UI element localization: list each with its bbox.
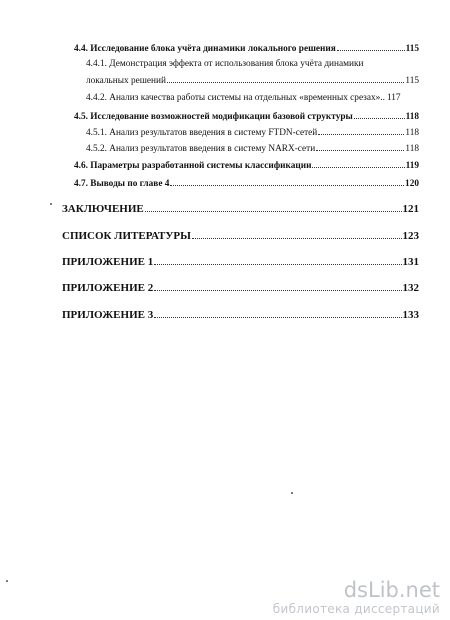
toc-entry-label: ПРИЛОЖЕНИЕ 1 — [62, 256, 154, 268]
scan-speck — [291, 492, 293, 494]
toc-entry-4-5-2 — [86, 142, 419, 155]
scan-speck — [50, 203, 52, 205]
toc-entry-4-4-1 — [86, 74, 419, 87]
toc-entry-label: ПРИЛОЖЕНИЕ 3 — [62, 309, 154, 321]
watermark-subtitle: библиотека диссертаций — [272, 602, 440, 616]
toc-entry-label: 4.6. Параметры разработанной системы классификации — [74, 161, 312, 171]
toc-entry-appendix-3 — [62, 309, 419, 321]
toc-page-number: 119 — [405, 161, 419, 171]
toc-entry-label: 4.4.2. Анализ качества работы системы на отдельных «временных срезах».. — [86, 93, 385, 103]
dot-leader — [154, 256, 401, 265]
toc-page-number: 120 — [405, 179, 419, 189]
toc-page-number: 117 — [386, 93, 401, 103]
dot-leader — [192, 230, 402, 239]
scan-speck — [6, 580, 8, 582]
watermark-brand: dsLib.net — [343, 578, 440, 602]
toc-entry-label: 4.5. Исследование возможностей модификации базовой структуры — [74, 112, 353, 122]
watermark — [273, 578, 440, 616]
toc-page-number: 131 — [402, 256, 419, 268]
toc-entry-4-4 — [74, 42, 419, 55]
toc-entry-label: 4.7. Выводы по главе 4 — [74, 179, 170, 189]
toc-page-number: 123 — [402, 230, 419, 242]
toc-entry-label: ЗАКЛЮЧЕНИЕ — [62, 203, 144, 215]
dot-leader — [337, 42, 405, 51]
toc-entry-label: СПИСОК ЛИТЕРАТУРЫ — [62, 230, 191, 242]
toc-entry-4-7 — [74, 177, 419, 190]
toc-entry-label: 4.4. Исследование блока учёта динамики локального решения — [74, 44, 336, 54]
dot-leader — [318, 126, 404, 135]
dot-leader — [170, 177, 404, 186]
toc-entry-label-continued: локальных решений — [86, 76, 166, 86]
toc-entry-appendix-2 — [62, 282, 419, 294]
dot-leader — [145, 203, 402, 212]
toc-page-number: 133 — [402, 309, 419, 321]
toc-page-number: 132 — [402, 282, 419, 294]
dot-leader — [154, 309, 401, 318]
toc-entry-label: 4.5.2. Анализ результатов введения в систему NARX-сети — [86, 144, 316, 154]
toc-page-number: 115 — [405, 44, 419, 54]
toc-page-number: 118 — [405, 112, 419, 122]
toc-entry-appendix-1 — [62, 256, 419, 268]
toc-entry-4-4-1-line1 — [86, 58, 364, 70]
dot-leader — [154, 282, 401, 291]
toc-entry-4-5 — [74, 110, 419, 123]
toc-entry-4-6 — [74, 159, 419, 172]
toc-entry-references — [62, 230, 419, 242]
dot-leader — [316, 142, 404, 151]
toc-entry-label: 4.5.1. Анализ результатов введения в систему FTDN-сетей — [86, 128, 318, 138]
toc-entry-conclusion — [62, 203, 419, 215]
dot-leader — [167, 74, 404, 83]
toc-page-number: 118 — [405, 144, 419, 154]
toc-entry-label: 4.4.1. Демонстрация эффекта от использования блока учёта динамики — [86, 59, 364, 69]
toc-entry-4-5-1 — [86, 126, 419, 139]
toc-entry-label: ПРИЛОЖЕНИЕ 2 — [62, 282, 154, 294]
dot-leader — [354, 110, 405, 119]
toc-page-number: 118 — [405, 128, 419, 138]
toc-entry-4-4-2 — [86, 92, 419, 104]
toc-page-number: 121 — [402, 203, 419, 215]
toc-page-number: 115 — [405, 76, 419, 86]
dot-leader — [312, 159, 404, 168]
